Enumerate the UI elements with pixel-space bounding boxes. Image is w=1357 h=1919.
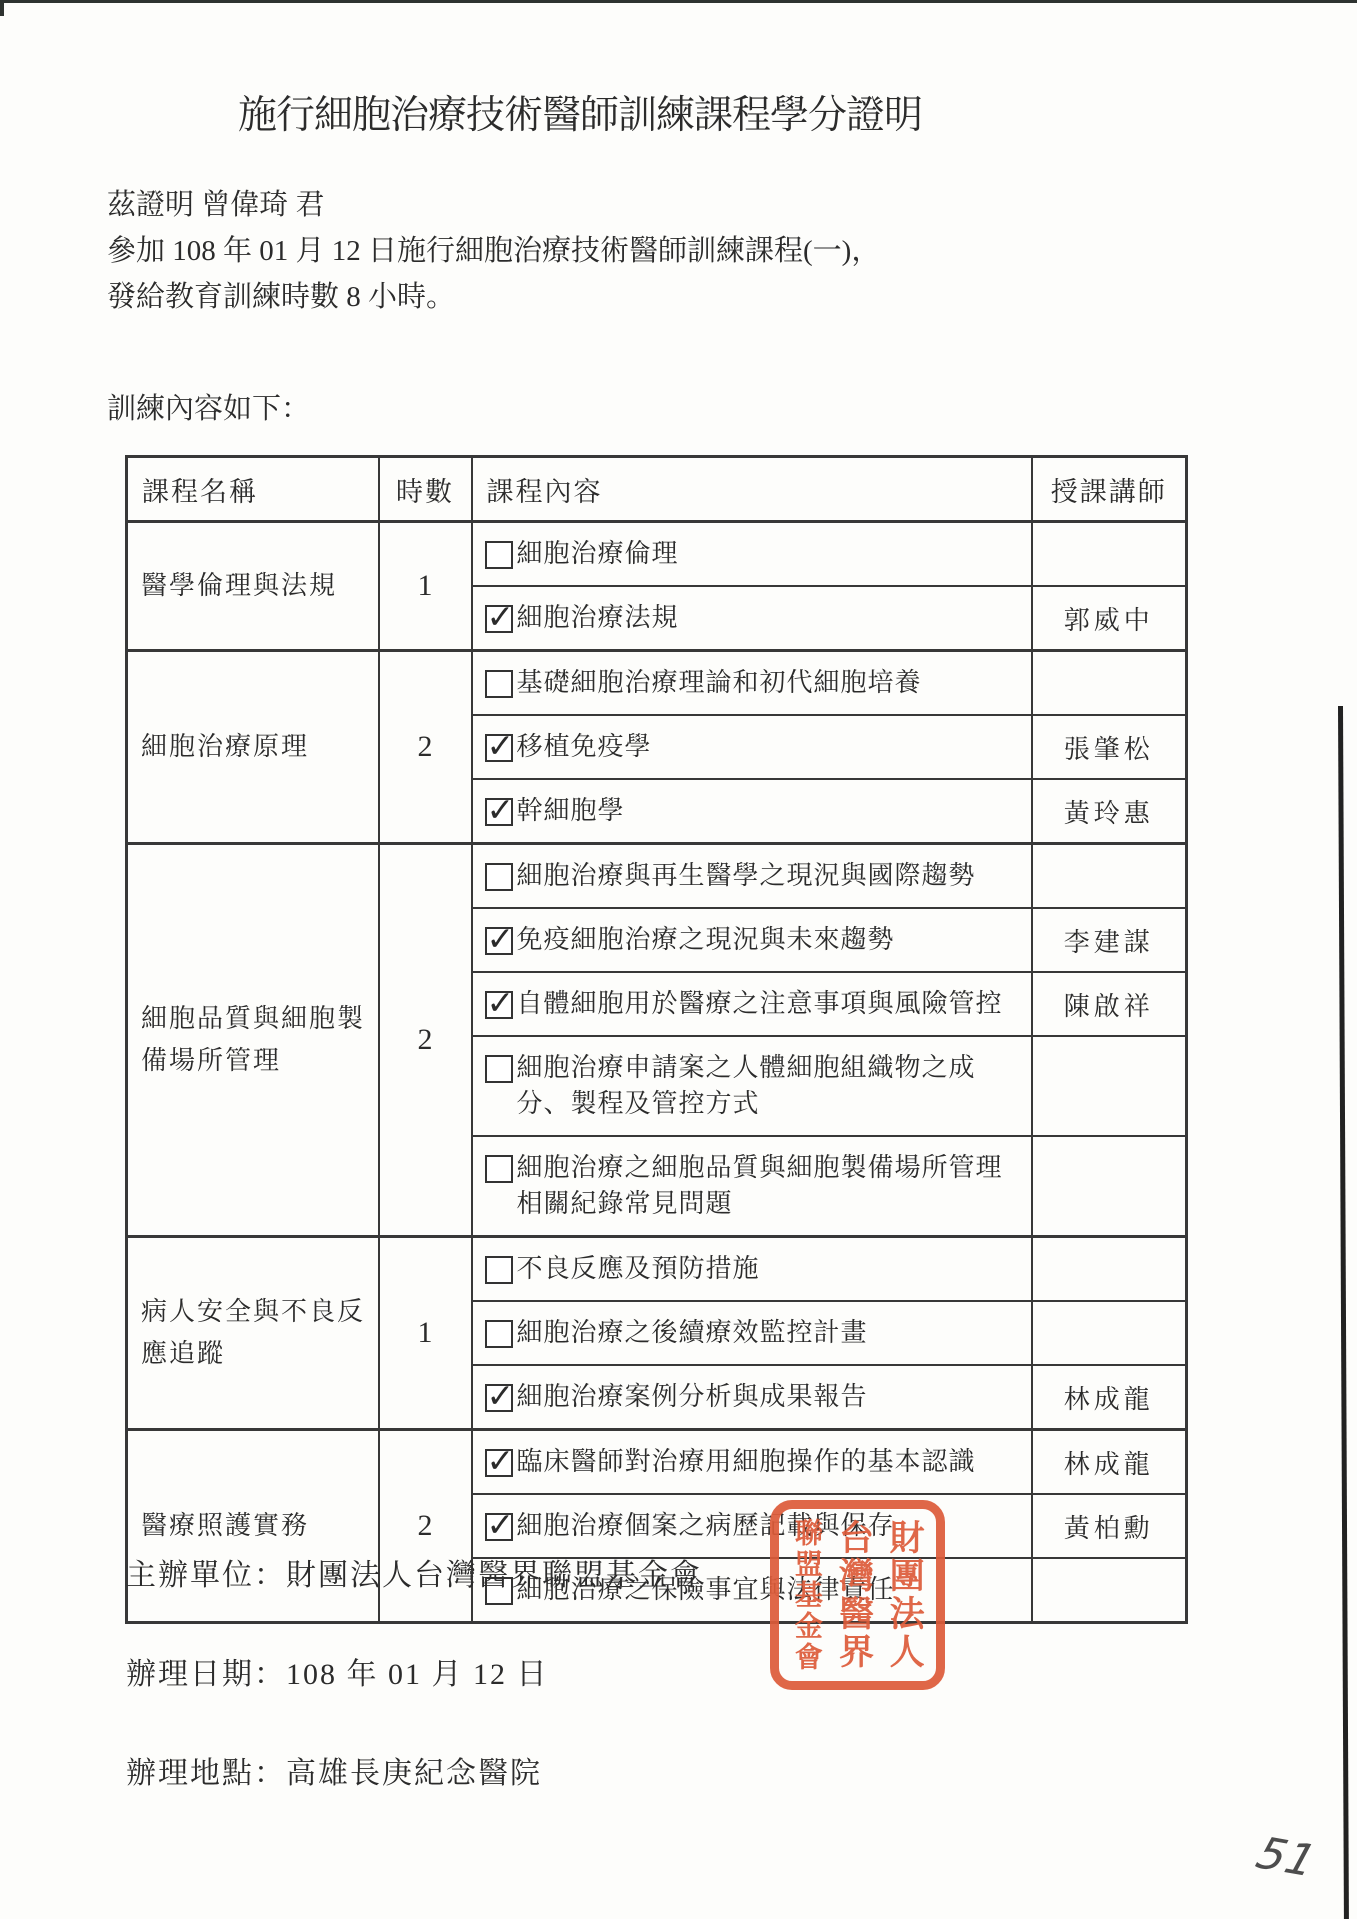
course-content-text: 細胞治療之保險事宜與法律責任 [516,1575,895,1604]
lecturer-cell [1032,1237,1187,1302]
header-course-content: 課程內容 [472,457,1032,522]
course-name-cell: 病人安全與不良反應追蹤 [127,1237,379,1430]
lecturer-cell [1032,844,1187,909]
seal-text-column: 聯盟基金會 [790,1517,824,1673]
course-content-text: 細胞治療案例分析與成果報告 [516,1382,868,1411]
hours-cell: 2 [379,844,472,1237]
course-content-cell [472,651,1032,716]
lecturer-cell: 黃玲惠 [1032,779,1187,844]
course-content-cell [472,715,1032,779]
checked-checkbox-icon [485,1384,513,1412]
checked-checkbox-icon [485,1449,513,1477]
unchecked-checkbox-icon [485,1155,513,1183]
course-content-text: 移植免疫學 [516,732,652,761]
header-lecturer: 授課講師 [1032,457,1187,522]
lecturer-cell [1032,1558,1187,1623]
course-content-cell [472,586,1032,651]
table-row [127,1430,1187,1495]
course-content-text: 免疫細胞治療之現況與未來趨勢 [516,925,895,954]
course-name-cell: 細胞品質與細胞製備場所管理 [127,844,379,1237]
course-content-cell [472,1136,1032,1237]
seal-text-column: 台灣醫界 [833,1519,875,1671]
course-content-text: 基礎細胞治療理論和初代細胞培養 [516,668,922,697]
course-content-text: 細胞治療倫理 [516,539,679,568]
checked-checkbox-icon [485,605,513,633]
course-content-cell [472,1430,1032,1495]
location-line: 辦理地點：高雄長庚紀念醫院 [126,1757,542,1790]
header-course-name: 課程名稱 [127,457,379,522]
course-content-cell [472,972,1032,1036]
course-content-text: 細胞治療與再生醫學之現況與國際趨勢 [516,861,976,890]
seal-text-column: 財團法人 [884,1519,926,1671]
course-table [125,455,1188,1624]
table-row [127,844,1187,909]
hours-cell: 1 [379,522,472,651]
hours-cell: 2 [379,651,472,844]
table-intro-label: 訓練內容如下： [107,393,311,425]
checked-checkbox-icon [485,927,513,955]
footer-block [126,1550,702,1847]
scan-edge-top [0,0,1357,3]
lecturer-cell [1032,1136,1187,1237]
certify-line-course: 參加 108 年 01 月 12 日施行細胞治療技術醫師訓練課程(一)， [107,235,881,267]
hours-cell: 1 [379,1237,472,1430]
lecturer-cell [1032,1301,1187,1365]
checked-checkbox-icon [485,1513,513,1541]
course-content-text: 細胞治療之後續療效監控計畫 [516,1318,868,1347]
lecturer-cell: 李建謀 [1032,908,1187,972]
unchecked-checkbox-icon [485,1055,513,1083]
header-hours: 時數 [379,457,472,522]
course-content-text: 細胞治療個案之病歷記載與保存 [516,1511,895,1540]
course-content-cell [472,844,1032,909]
course-content-cell [472,522,1032,587]
checked-checkbox-icon [485,798,513,826]
course-content-cell [472,1301,1032,1365]
table-row [127,522,1187,587]
handwritten-page-number: 51 [1245,1828,1327,1887]
lecturer-cell: 郭威中 [1032,586,1187,651]
course-name-cell: 醫療照護實務 [127,1430,379,1623]
course-name-cell: 醫學倫理與法規 [127,522,379,651]
scan-edge-right [1338,706,1349,1919]
course-content-cell [472,1365,1032,1430]
course-name-cell: 細胞治療原理 [127,651,379,844]
certify-line-name: 茲證明 曾偉琦 君 [107,189,325,221]
course-content-cell [472,1237,1032,1302]
course-content-cell [472,1494,1032,1558]
course-content-text: 細胞治療法規 [516,603,679,632]
lecturer-cell: 林成龍 [1032,1365,1187,1430]
course-content-cell [472,779,1032,844]
lecturer-cell [1032,1036,1187,1136]
course-content-text: 自體細胞用於醫療之注意事項與風險管控 [516,989,1003,1018]
table-header-row [127,457,1187,522]
scan-edge-left-notch [0,0,4,16]
course-content-text: 臨床醫師對治療用細胞操作的基本認識 [516,1447,976,1476]
date-line: 辦理日期：108 年 01 月 12 日 [126,1658,549,1691]
lecturer-cell [1032,522,1187,587]
hours-cell: 2 [379,1430,472,1623]
course-content-text: 不良反應及預防措施 [516,1254,760,1283]
course-content-cell [472,1036,1032,1136]
lecturer-cell: 黃柏勳 [1032,1494,1187,1558]
certification-text [107,182,1007,320]
certify-line-hours: 發給教育訓練時數 8 小時。 [107,281,456,313]
lecturer-cell: 陳啟祥 [1032,972,1187,1036]
course-table-body [127,522,1187,1623]
foundation-seal-stamp [770,1500,945,1690]
lecturer-cell: 張肇松 [1032,715,1187,779]
lecturer-cell: 林成龍 [1032,1430,1187,1495]
table-row [127,651,1187,716]
course-content-text: 細胞治療之細胞品質與細胞製備場所管理相關紀錄常見問題 [516,1153,1003,1218]
course-content-text: 幹細胞學 [516,796,625,825]
unchecked-checkbox-icon [485,1256,513,1284]
table-row [127,1237,1187,1302]
document-title: 施行細胞治療技術醫師訓練課程學分證明 [238,94,923,137]
unchecked-checkbox-icon [485,670,513,698]
lecturer-cell [1032,651,1187,716]
unchecked-checkbox-icon [485,1320,513,1348]
organizer-line: 主辦單位：財團法人台灣醫界聯盟基金會 [126,1559,702,1592]
course-content-cell [472,908,1032,972]
unchecked-checkbox-icon [485,863,513,891]
course-content-text: 細胞治療申請案之人體細胞組織物之成分、製程及管控方式 [516,1053,976,1118]
unchecked-checkbox-icon [485,541,513,569]
checked-checkbox-icon [485,734,513,762]
checked-checkbox-icon [485,991,513,1019]
